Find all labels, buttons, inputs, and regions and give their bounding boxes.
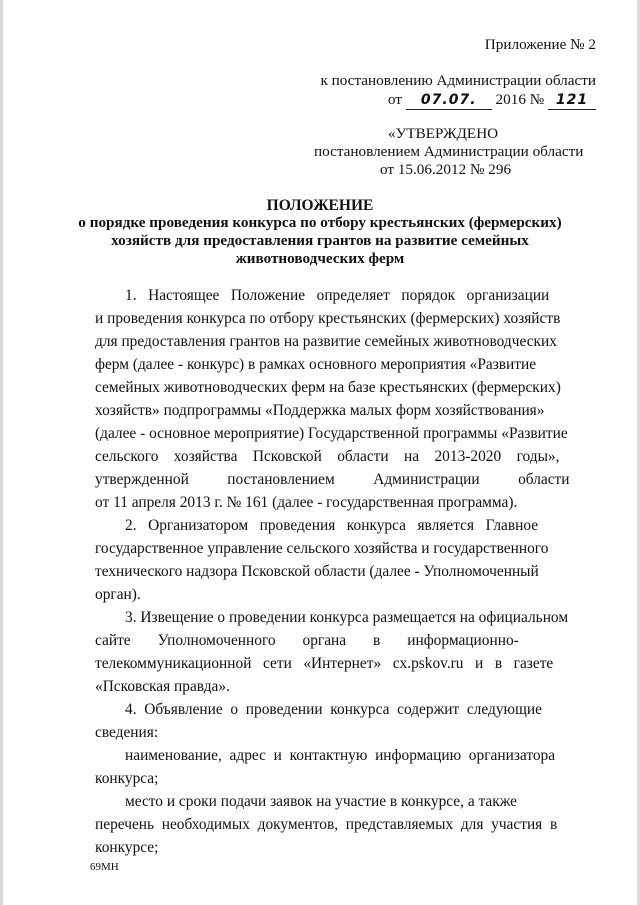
paragraph-4-line: 4. Объявление о проведении конкурса содержит следующие — [125, 701, 542, 718]
paragraph-1-line: утвержденной постановлением Администрации области — [95, 471, 570, 488]
paragraph-3-line: «Псковская правда». — [95, 678, 230, 695]
paragraph-1-line: (далее - основное мероприятие) Государственной программы «Развитие — [95, 425, 568, 442]
document-code: 69МН — [90, 861, 119, 873]
paragraph-6-line: конкурсе; — [95, 839, 159, 856]
date-prefix: от — [387, 91, 402, 108]
scan-edge-left — [0, 0, 3, 905]
paragraph-2-line: государственное управление сельского хозяйства и государственного — [95, 540, 549, 557]
document-subtitle-line-1: о порядке проведения конкурса по отбору крестьянских (фермерских) — [78, 214, 562, 231]
paragraph-5-line: наименование, адрес и контактную информацию организатора — [125, 747, 556, 764]
paragraph-3-line: сайте Уполномоченного органа в информационно- — [95, 632, 519, 649]
paragraph-2-line: орган). — [95, 586, 141, 603]
paragraph-1-line: сельского хозяйства Псковской области на 2013-2020 годы», — [95, 448, 560, 465]
approved-date: от 15.06.2012 № 296 — [380, 161, 512, 178]
document-title: ПОЛОЖЕНИЕ — [266, 197, 374, 214]
paragraph-1-line: ферм (далее - конкурс) в рамках основного мероприятия «Развитие — [95, 356, 537, 373]
to-resolution: к постановлению Администрации области — [320, 72, 596, 89]
paragraph-3-line: 3. Извещение о проведении конкурса размещается на официальном — [125, 609, 569, 626]
paragraph-2-line: 2. Организатором проведения конкурса является Главное — [125, 517, 539, 534]
paragraph-1-line: от 11 апреля 2013 г. № 161 (далее - государственная программа). — [95, 494, 518, 511]
approved-label: «УТВЕРЖДЕНО — [388, 125, 499, 142]
paragraph-6-line: перечень необходимых документов, представляемых для участия в — [95, 816, 558, 833]
document-subtitle-line-3: животноводческих ферм — [235, 250, 405, 267]
handwritten-date: 07.07. — [406, 91, 492, 110]
paragraph-6-line: место и сроки подачи заявок на участие в конкурсе, а также — [125, 793, 518, 810]
paragraph-4-line: сведения: — [95, 724, 159, 741]
paragraph-1-line: семейных животноводческих ферм на базе крестьянских (фермерских) — [95, 379, 561, 396]
paragraph-3-line: телекоммуникационной сети «Интернет» cx.pskov.ru и в газете — [95, 655, 554, 672]
paragraph-1-line: 1. Настоящее Положение определяет порядок организации — [125, 287, 550, 304]
paragraph-5-line: конкурса; — [95, 770, 159, 787]
handwritten-number: 121 — [548, 91, 596, 110]
paragraph-1-line: хозяйств» подпрограммы «Поддержка малых форм хозяйствования» — [95, 402, 545, 419]
paragraph-1-line: для предоставления грантов на развитие семейных животноводческих — [95, 333, 557, 350]
resolution-date-line — [300, 91, 596, 110]
year-and-number-label: 2016 № — [495, 91, 545, 108]
paragraph-2-line: технического надзора Псковской области (далее - Уполномоченный — [95, 563, 539, 580]
document-subtitle-line-2: хозяйств для предоставления грантов на развитие семейных — [111, 232, 529, 249]
appendix-number: Приложение № 2 — [484, 36, 596, 53]
paragraph-1-line: и проведения конкурса по отбору крестьянских (фермерских) хозяйств — [95, 310, 561, 327]
approved-by: постановлением Администрации области — [314, 143, 584, 160]
